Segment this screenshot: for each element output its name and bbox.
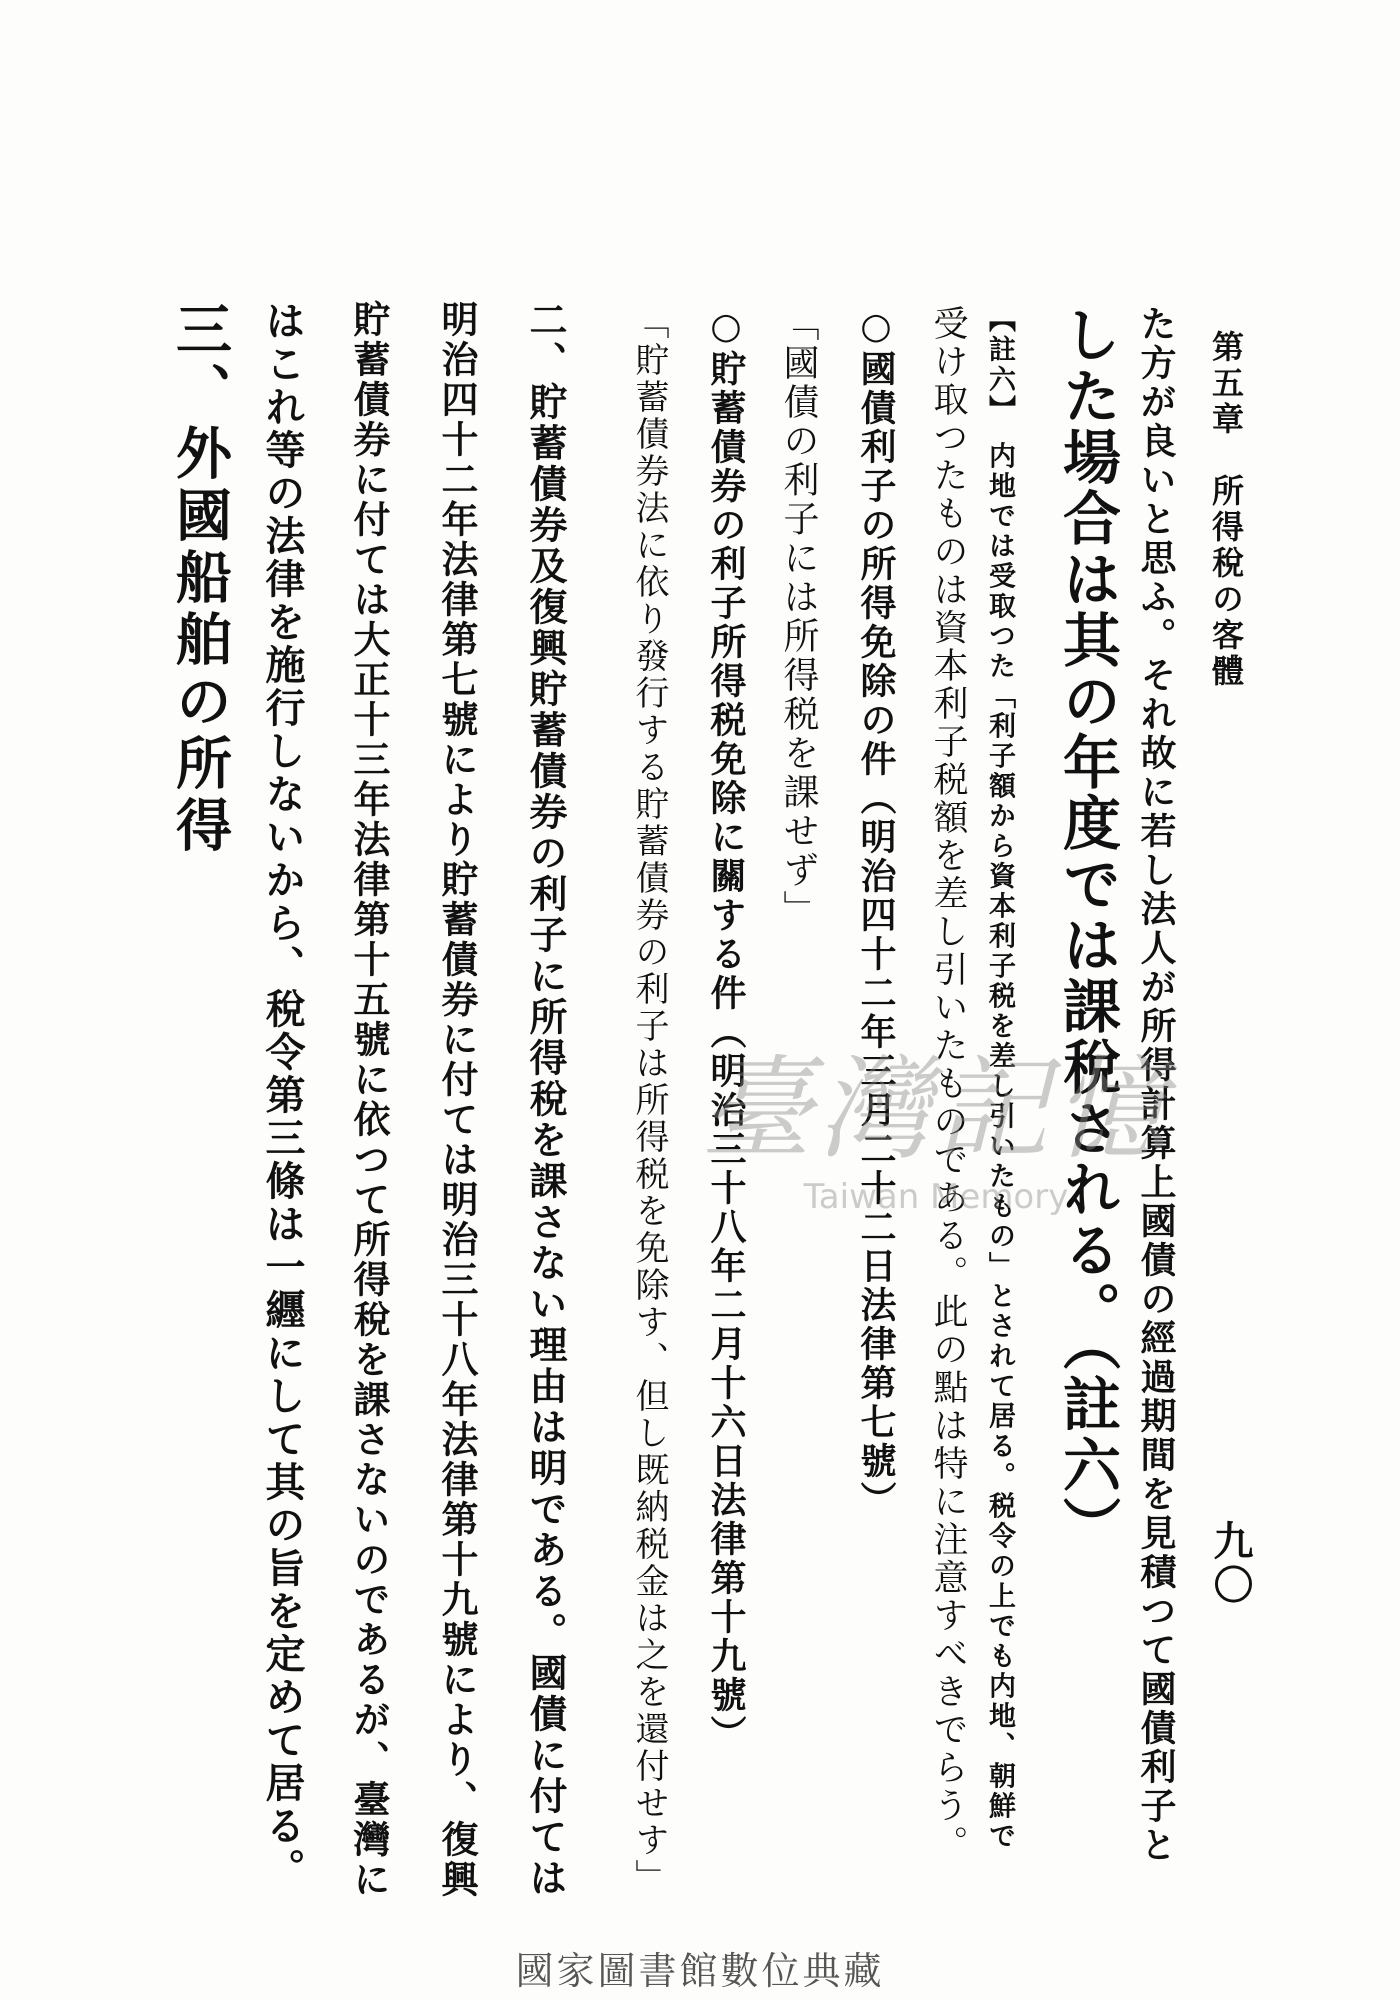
section-2-column-4: はこれ等の法律を施行しないから、稅令第三條は一纒にして其の旨を定めて居る。	[259, 300, 306, 1891]
page-number: 九〇	[1207, 1520, 1254, 1608]
note-column-1: 【註六】 内地では受取つた「利子額から資本利子税を差し引いたもの」とされて居る。税令の上でも内地、朝鮮で	[984, 305, 1015, 1852]
section-2-column-1: 二、貯蓄債券及復興貯蓄債券の利子に所得稅を課さない理由は明である。國債に付ては	[523, 300, 568, 1899]
watermark-main-text: 臺灣記憶	[700, 1045, 1172, 1175]
section-2-column-2: 明治四十二年法律第七號により貯蓄債券に付ては明治三十八年法律第十九號により、復興	[435, 300, 479, 1900]
watermark-sub-text: Taiwan Memory	[803, 1177, 1069, 1217]
footer-credit: 國家圖書館數位典藏	[515, 1949, 885, 1993]
statute-column-2: 「國債の利子には所得税を課せず」	[778, 305, 819, 929]
note-column-2: 受け取つたものは資本利子税額を差し引いたものである。此の點は特に注意すべきでらう。	[928, 305, 968, 1863]
statute-column-4: 「貯蓄債券法に依り發行する貯蓄債券の利子は所得税を免除す、但し既納税金は之を還付せす」	[629, 305, 669, 1896]
statute-column-1: ○國債利子の所得免除の件（明治四十二年三月二十二日法律第七號）	[855, 305, 897, 1520]
section-3-heading: 三、外國船舶の所得	[167, 300, 233, 858]
body-column-2: した場合は其の年度では課稅される。（註六）	[1053, 305, 1121, 1557]
section-2-column-3: 貯蓄債券に付ては大正十三年法律第十五號に依つて所得稅を課さないのであるが、臺灣に	[347, 300, 391, 1900]
statute-column-3: ○貯蓄債券の利子所得税免除に關する件（明治三十八年二月十六日法律第十九號）	[705, 305, 747, 1754]
body-column-1: た方が良いと思ふ。それ故に若し法人が所得計算上國債の經過期間を見積つて國債利子と	[1135, 305, 1177, 1865]
chapter-title: 第五章 所得稅の客體	[1207, 330, 1245, 690]
